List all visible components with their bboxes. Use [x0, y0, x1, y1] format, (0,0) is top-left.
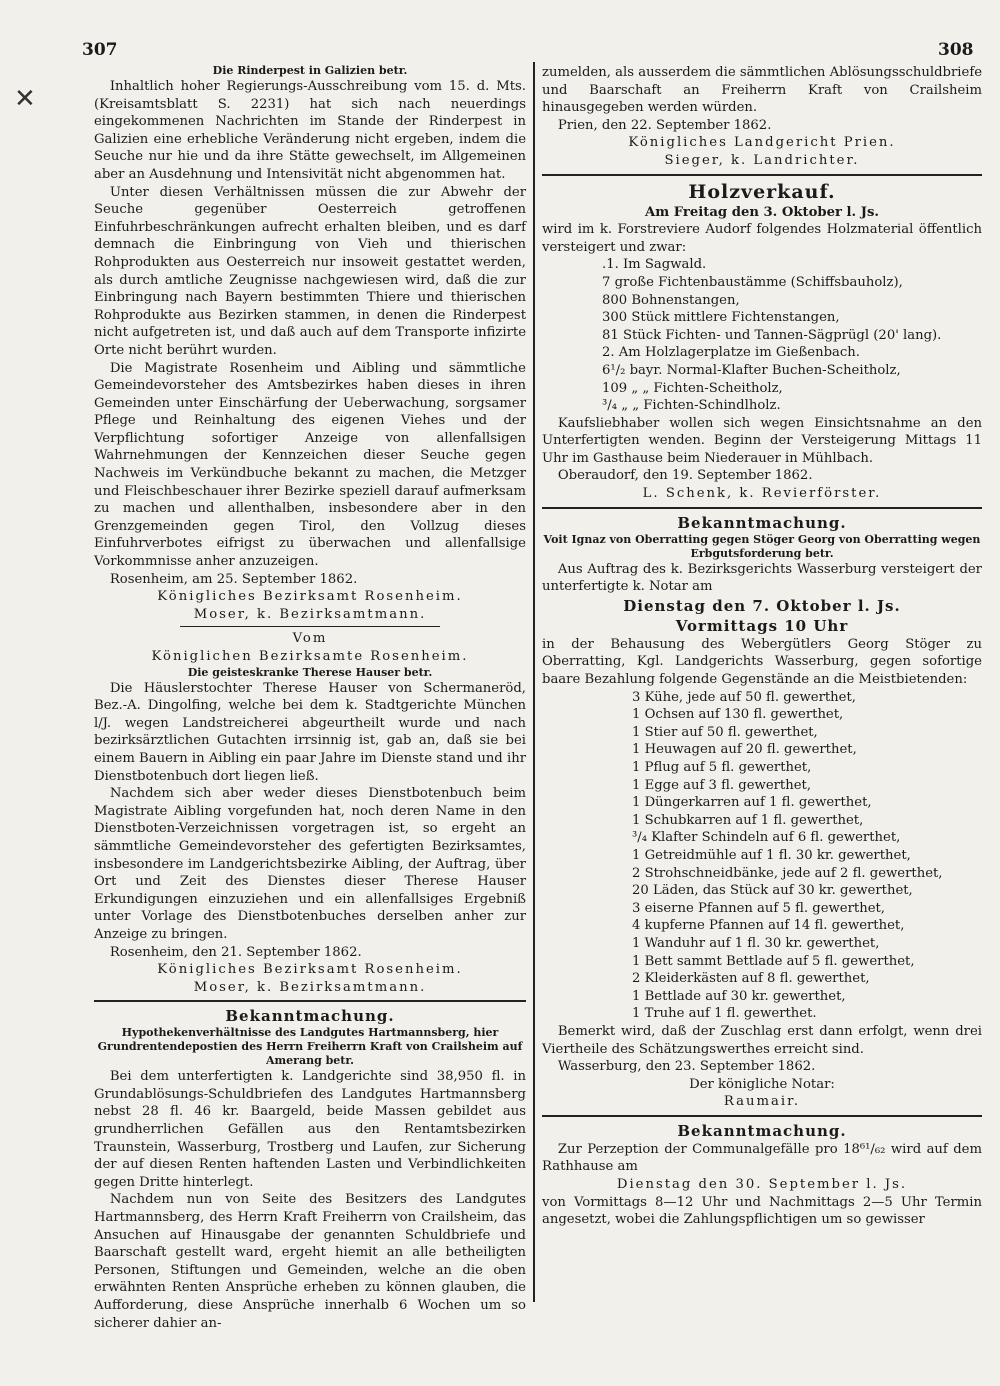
- notice-heading: Bekanntmachung.: [677, 513, 847, 532]
- paragraph: Inhaltlich hoher Regierungs-Ausschreibung vom 15. d. Mts. (Kreisamtsblatt S. 2231) hat sich nach neuerdings eingekommenen Nachrichten im Stande der Rinderpest in Galizien eine erhebliche Veränderung nicht ergeben, indem die Seuche nur hie und da ihre Stätte gewechselt, im Allgemeinen aber an Ausdehnung und Intensivität nicht abgenommen hat.: [94, 79, 526, 182]
- notice-date: Rosenheim, den 21. September 1862.: [109, 944, 362, 960]
- notice-from-office: Königlichen Bezirksamte Rosenheim.: [151, 649, 469, 664]
- notice-communalgefaelle: [542, 1121, 982, 1229]
- divider: [542, 507, 982, 509]
- column-divider: [533, 62, 535, 1302]
- office-name: Königliches Landgericht Prien.: [628, 135, 896, 151]
- signature: Moser, k. Bezirksamtmann.: [193, 606, 427, 622]
- signature: Moser, k. Bezirksamtmann.: [193, 979, 427, 995]
- divider: [542, 1115, 982, 1117]
- paragraph: zumelden, als ausserdem die sämmtlichen Ablösungsschuldbriefe und Baarschaft an Freiherrn Kraft von Crailsheim hinausgegeben werden würden.: [542, 65, 982, 116]
- office-name: Königliches Bezirksamt Rosenheim.: [157, 589, 463, 605]
- paragraph: Die Häuslerstochter Therese Hauser von Schermaneröd, Bez.-A. Dingolfing, welche bei dem k. Stadtgerichte München l/J. wegen Landstreicherei abgeurtheilt wurde und nach bezirksärztlichen Gutachten irrsinnig ist, gab an, daß sie bei einem Bauern in Aibling ein paar Jahre im Dienste stand und ihr Dienstbotenbuch dort liegen ließ.: [94, 680, 526, 784]
- payment-date: Dienstag den 30. September l. Js.: [616, 1177, 908, 1193]
- notice-title: Die geisteskranke Therese Hauser betr.: [187, 665, 433, 679]
- paragraph: Kaufsliebhaber wollen sich wegen Einsichtsnahme an den Unterfertigten wenden. Beginn der Versteigerung Mittags 11 Uhr im Gasthause beim Niederauer in Mühlbach.: [542, 415, 982, 466]
- page-number-left: 307: [82, 40, 118, 60]
- paragraph: Zur Perzeption der Communalgefälle pro 18⁶¹/₆₂ wird auf dem Rathhause am: [542, 1141, 982, 1175]
- divider: [542, 174, 982, 176]
- paragraph: Die Magistrate Rosenheim und Aibling und sämmtliche Gemeindevorsteher des Amtsbezirkes haben dieses in ihren Gemeinden unter Einschärfung der Ueberwachung, sorgsamer Pflege und Reinhaltung des eigenen Viehes und der Verpflichtung sofortiger Anzeige von allenfallsigen Wahrnehmungen der Kennzeichen dieser Seuche gegen Nachweis im Verkündbuche bekannt zu machen, die Metzger und Fleischbeschauer ihrer Bezirke speziell darauf aufmerksam zu machen und allenthalben, insbesondere aber in den Grenzgemeinden gegen Tirol, den Vollzug dieses Einfuhrverbotes eifrigst zu überwachen und allenfallsige Vorkommnisse anher anzuzeigen.: [94, 360, 526, 570]
- notice-title: Hypothekenverhältnisse des Landgutes Hartmannsberg, hier Grundrentendepostien des Herrn Freiherrn Kraft von Crailsheim auf Amerang betr.: [97, 1026, 523, 1068]
- office-name: Der königliche Notar:: [689, 1076, 835, 1092]
- divider: [180, 626, 439, 627]
- paragraph: von Vormittags 8—12 Uhr und Nachmittags 2—5 Uhr Termin angesetzt, wobei die Zahlungspflichtigen um so gewisser: [542, 1194, 982, 1228]
- notice-heading: Holzverkauf.: [688, 180, 836, 203]
- list-item: 6¹/₂ bayr. Normal-Klafter Buchen-Scheitholz,: [602, 362, 901, 378]
- list-item: .1. Im Sagwald.: [602, 257, 707, 273]
- notice-heading: Bekanntmachung.: [677, 1121, 847, 1140]
- list-item: 1 Schubkarren auf 1 fl. gewerthet,: [632, 812, 864, 828]
- notice-date: Wasserburg, den 23. September 1862.: [557, 1059, 816, 1075]
- notice-heading: Bekanntmachung.: [225, 1007, 395, 1026]
- list-item: 800 Bohnenstangen,: [602, 292, 740, 308]
- notice-versteigerung: [542, 513, 982, 1111]
- list-item: 1 Bett sammt Bettlade auf 5 fl. gewerthet,: [632, 953, 915, 969]
- list-item: 1 Wanduhr auf 1 fl. 30 kr. gewerthet,: [632, 935, 880, 951]
- auction-date: Dienstag den 7. Oktober l. Js.: [623, 596, 901, 615]
- office-name: Königliches Bezirksamt Rosenheim.: [157, 962, 463, 978]
- list-item: 1 Bettlade auf 30 kr. gewerthet,: [632, 988, 846, 1004]
- signature: Raumair.: [723, 1094, 801, 1110]
- notice-from: Vom: [292, 631, 328, 647]
- auction-date: Am Freitag den 3. Oktober l. Js.: [645, 204, 879, 220]
- list-item: 1 Düngerkarren auf 1 fl. gewerthet,: [632, 795, 872, 811]
- notice-hartmannsberg: [94, 1006, 526, 1332]
- notice-rinderpest: [94, 64, 526, 623]
- notice-hauser: [94, 630, 526, 996]
- page-number-right: 308: [938, 40, 974, 60]
- notice-holzverkauf: [542, 180, 982, 503]
- list-item: 3 eiserne Pfannen auf 5 fl. gewerthet,: [632, 900, 885, 916]
- left-column: [94, 64, 526, 1332]
- paragraph: Unter diesen Verhältnissen müssen die zur Abwehr der Seuche gegenüber Oesterreich getroffenen Einfuhrbeschränkungen aufrecht erhalten bleiben, und es darf demnach die Einbringung von Vieh und thierischen Rohprodukten aus Oesterreich nur insoweit gestattet werden, als durch amtliche Zeugnisse nachgewiesen wird, daß die zur Einbringung nach Bayern bestimmten Thiere und thierischen Rohprodukte aus Bezirken stammen, in denen die Rinderpest nicht aufgetreten ist, und daß auch auf dem Transporte infizirte Orte nicht berührt wurden.: [94, 184, 526, 358]
- paragraph: Nachdem sich aber weder dieses Dienstbotenbuch beim Magistrate Aibling vorgefunden hat, noch deren Name in den Dienstboten-Verzeichnissen vorgetragen ist, so ergeht an sämmtliche Gemeindevorsteher des gefertigten Bezirksamtes, insbesondere im Landgerichtsbezirke Aibling, der Auftrag, über Ort und Zeit des Dienstes dieser Therese Hauser Erkundigungen einzuziehen und ein allenfallsiges Ergebniß unter Vorlage des Dienstbotenbuches derselben anher zur Anzeige zu bringen.: [94, 786, 526, 942]
- paragraph: in der Behausung des Webergütlers Georg Stöger zu Oberratting, Kgl. Landgerichts Wasserburg, gegen sofortige baare Bezahlung folgende Gegenstände an die Meistbietenden:: [542, 636, 982, 688]
- paragraph: Bemerkt wird, daß der Zuschlag erst dann erfolgt, wenn drei Viertheile des Schätzungswerthes erreicht sind.: [542, 1023, 982, 1057]
- list-item: 2. Am Holzlagerplatze im Gießenbach.: [602, 345, 860, 361]
- list-item: 109 „ „ Fichten-Scheitholz,: [602, 380, 783, 396]
- notice-date: Oberaudorf, den 19. September 1862.: [557, 468, 813, 484]
- auction-items-list: [542, 689, 982, 1023]
- paragraph: wird im k. Forstreviere Audorf folgendes Holzmaterial öffentlich versteigert und zwar:: [542, 222, 982, 255]
- notice-date: Rosenheim, am 25. September 1862.: [109, 571, 358, 587]
- list-item: 2 Kleiderkästen auf 8 fl. gewerthet,: [632, 971, 870, 987]
- list-item: 1 Egge auf 3 fl. gewerthet,: [632, 777, 812, 793]
- signature: Sieger, k. Landrichter.: [664, 152, 860, 168]
- list-item: 1 Ochsen auf 130 fl. gewerthet,: [632, 707, 844, 723]
- paragraph: Aus Auftrag des k. Bezirksgerichts Wasserburg versteigert der unterfertigte k. Notar am: [542, 561, 982, 595]
- list-item: 3 Kühe, jede auf 50 fl. gewerthet,: [632, 689, 856, 705]
- margin-pencil-mark: ✕: [14, 84, 36, 114]
- list-item: 300 Stück mittlere Fichtenstangen,: [602, 310, 840, 326]
- right-column: [542, 64, 982, 1229]
- notice-title: Die Rinderpest in Galizien betr.: [212, 64, 408, 77]
- list-item: 1 Getreidmühle auf 1 fl. 30 kr. gewerthet,: [632, 847, 911, 863]
- list-item: 81 Stück Fichten- und Tannen-Sägprügl (20' lang).: [602, 327, 942, 343]
- list-item: 2 Strohschneidbänke, jede auf 2 fl. gewerthet,: [632, 865, 943, 881]
- paragraph: Bei dem unterfertigten k. Landgerichte sind 38,950 fl. in Grundablösungs-Schuldbriefen des Landgutes Hartmannsberg nebst 28 fl. 46 kr. Baargeld, beide Massen gebildet aus grundherrlichen Gefällen aus den Rentamtsbezirken Traunstein, Wasserburg, Trostberg und Laufen, zur Sicherung der auf diesen Renten haftenden Lasten und Verbindlichkeiten gegen Dritte hinterlegt.: [94, 1069, 526, 1190]
- list-item: 7 große Fichtenbaustämme (Schiffsbauholz),: [602, 274, 903, 290]
- signature: L. Schenk, k. Revierförster.: [642, 486, 882, 502]
- notice-date: Prien, den 22. September 1862.: [557, 117, 772, 133]
- list-item: 1 Stier auf 50 fl. gewerthet,: [632, 724, 818, 740]
- divider: [94, 1000, 526, 1002]
- list-item: 20 Läden, das Stück auf 30 kr. gewerthet,: [632, 883, 913, 899]
- wood-items-list: [542, 256, 982, 414]
- list-item: 4 kupferne Pfannen auf 14 fl. gewerthet,: [632, 918, 905, 934]
- notice-title: Voit Ignaz von Oberratting gegen Stöger Georg von Oberratting wegen Erbgutsforderung betr.: [543, 532, 981, 560]
- notice-hartmannsberg-continued: [542, 64, 982, 170]
- list-item: ³/₄ „ „ Fichten-Schindlholz.: [602, 398, 781, 414]
- list-item: 1 Truhe auf 1 fl. gewerthet.: [632, 1006, 817, 1022]
- paragraph: Nachdem nun von Seite des Besitzers des Landgutes Hartmannsberg, des Herrn Kraft Freiherrn von Crailsheim, das Ansuchen auf Hinausgabe der genannten Schuldbriefe und Baarschaft gestellt ward, ergeht hiemit an alle betheiligten Personen, Stiftungen und Gemeinden, welche an die oben erwähnten Renten Ansprüche erheben zu können glauben, die Aufforderung, diese Ansprüche innerhalb 6 Wochen um so sicherer dahier an-: [94, 1192, 526, 1331]
- list-item: ³/₄ Klafter Schindeln auf 6 fl. gewerthet,: [632, 830, 901, 846]
- list-item: 1 Pflug auf 5 fl. gewerthet,: [632, 760, 812, 775]
- list-item: 1 Heuwagen auf 20 fl. gewerthet,: [632, 742, 857, 758]
- auction-time: Vormittags 10 Uhr: [675, 616, 849, 635]
